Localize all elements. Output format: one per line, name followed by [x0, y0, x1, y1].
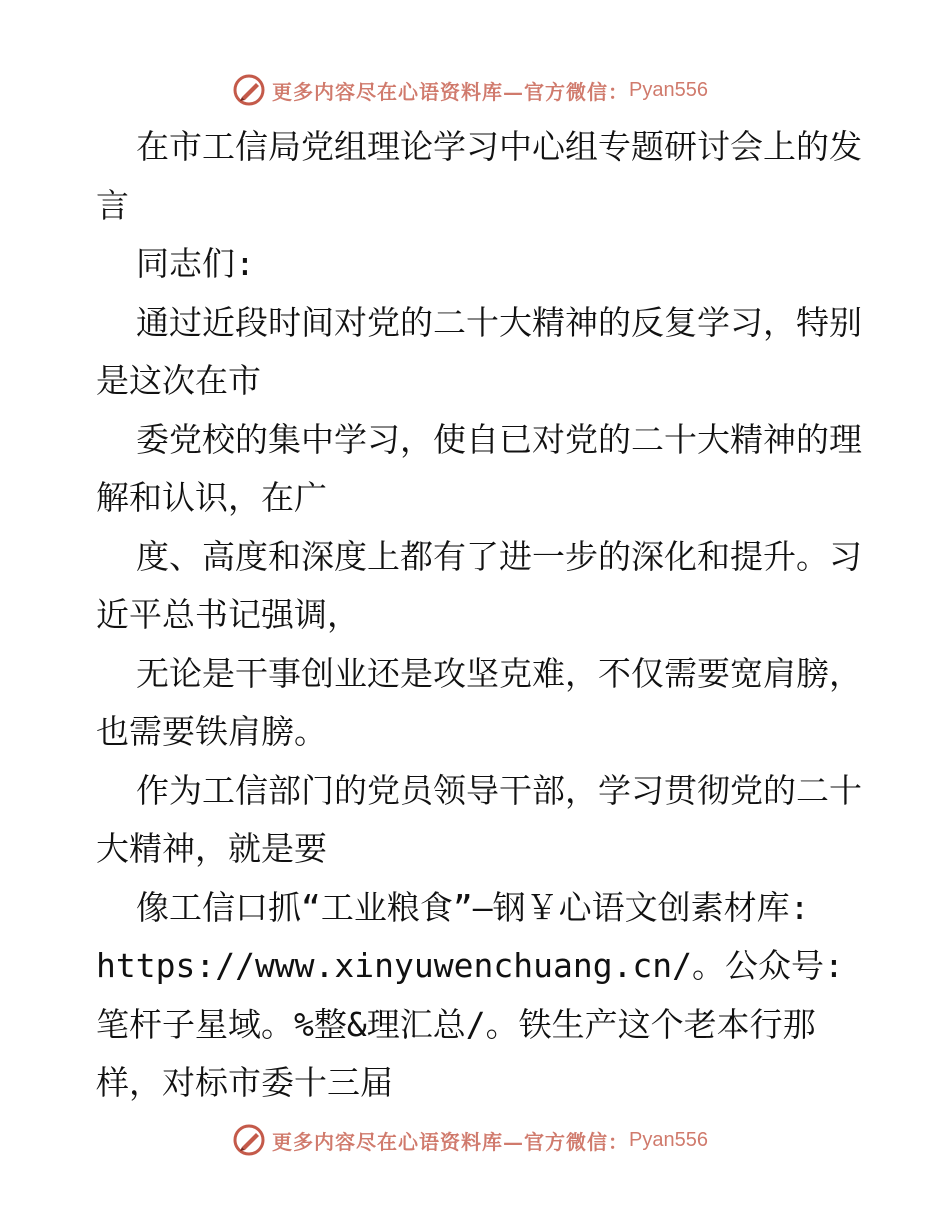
paragraph: 委党校的集中学习，使自已对党的二十大精神的理解和认识，在广	[96, 419, 862, 517]
watermark-banner-top	[232, 70, 708, 110]
watermark-wechat-id: Pyan556	[629, 78, 708, 101]
watermark-banner-bottom	[232, 1120, 708, 1160]
paragraph-title: 在市工信局党组理论学习中心组专题研讨会上的发言	[96, 127, 862, 225]
paragraph: 像工信口抓“工业粮食”—钢￥心语文创素材库: https://www.xinyuwenchuang.cn/。公众号: 笔杆子星域。%整&理汇总/。铁生产这个老本行那样，对标市委十三届	[96, 887, 864, 1102]
watermark-text: 更多内容尽在心语资料库—官方微信：	[272, 1129, 629, 1154]
paragraph: 无论是干事创业还是攻坚克难，不仅需要宽肩膀，也需要铁肩膀。	[96, 653, 862, 751]
paragraph: 作为工信部门的党员领导干部，学习贯彻党的二十大精神，就是要	[96, 770, 862, 868]
paragraph: 度、高度和深度上都有了进一步的深化和提升。习近平总书记强调，	[96, 536, 862, 634]
pen-logo-icon	[232, 73, 266, 107]
document-body	[96, 118, 866, 1113]
paragraph: 通过近段时间对党的二十大精神的反复学习，特别是这次在市	[96, 302, 862, 400]
paragraph-salutation: 同志们:	[136, 244, 255, 283]
watermark-wechat-id: Pyan556	[629, 1128, 708, 1151]
watermark-text: 更多内容尽在心语资料库—官方微信：	[272, 79, 629, 104]
pen-logo-icon	[232, 1123, 266, 1157]
